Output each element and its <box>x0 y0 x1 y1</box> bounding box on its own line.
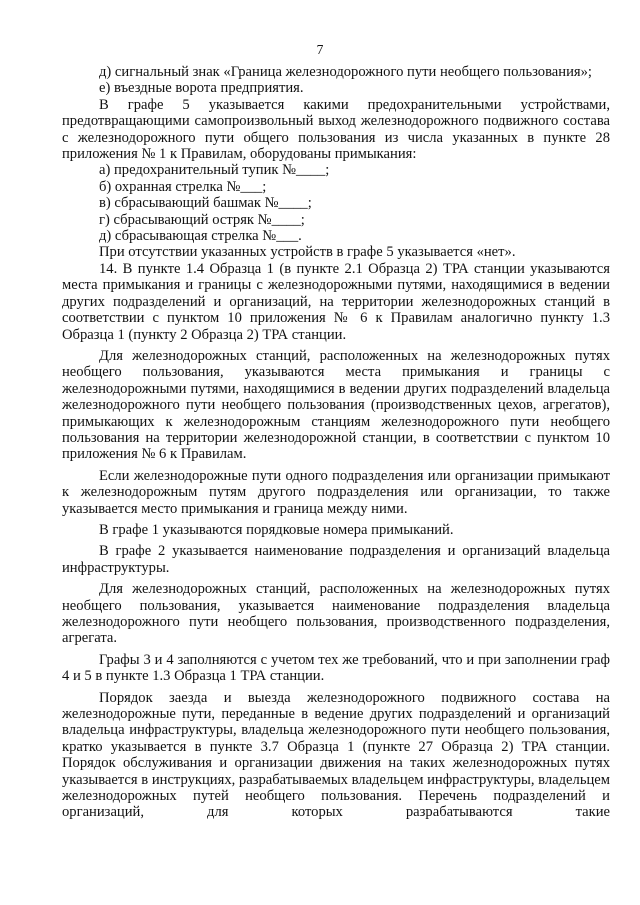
list-item-a-safety-deadend: а) предохранительный тупик №____; <box>99 162 330 179</box>
paragraph-column-2: В графе 2 указывается наименование подразделения и организаций владельца инфраструктуры. <box>62 543 610 576</box>
paragraph-column-5: В графе 5 указывается какими предохранительными устройствами, предотвращающими самопроизвольный выход железнодорожного подвижного состава с железнодорожного пути общего пользования из числа указанных в пункте 28 приложения № 1 к Правилам, оборудованы примыкания: <box>62 96 610 163</box>
paragraph-absence-note: При отсутствии указанных устройств в графе 5 указывается «нет». <box>99 244 516 261</box>
list-item-v-derail-shoe: в) сбрасывающий башмак №____; <box>99 195 312 212</box>
list-item-e-entry-gates: е) въездные ворота предприятия. <box>99 80 304 97</box>
page-number: 7 <box>316 42 324 57</box>
list-item-d-signal-sign: д) сигнальный знак «Граница железнодорожного пути необщего пользования»; <box>99 64 592 80</box>
list-item-d-derail-switch: д) сбрасывающая стрелка №___. <box>99 228 302 245</box>
paragraph-non-public-stations: Для железнодорожных станций, расположенных на железнодорожных путях необщего пользования, указываются места примыкания и границы с железнодорожными путями, находящимися в ведении других подразделений владельца железнодорожного пути необщего пользования (производственных цехов, агрегатов), примыкающих к железнодорожным станциям железнодорожного пути необщего пользования на территории железнодорожной станции, в соответствии с пунктом 10 приложения № 6 к Правилам. <box>62 347 610 463</box>
paragraph-non-public-naming: Для железнодорожных станций, расположенных на железнодорожных путях необщего пользования, указывается наименование подразделения владельца железнодорожного пути необщего пользования, производственного подразделения, агрегата. <box>62 581 610 647</box>
paragraph-item-14: 14. В пункте 1.4 Образца 1 (в пункте 2.1 Образца 2) ТРА станции указываются места примыкания и границы с железнодорожными путями, находящимися в ведении других подразделений и организаций, на территории железнодорожных станций в соответствии с пунктом 10 приложения № 6 к Правилам аналогично пункту 1.3 Образца 1 (пункту 2 Образца 2) ТРА станции. <box>62 260 610 343</box>
paragraph-entry-exit-order: Порядок заезда и выезда железнодорожного подвижного состава на железнодорожные пути, переданные в ведение других подразделений и организаций владельца инфраструктуры, владельца железнодорожного пути необщего пользования, кратко указывается в пункте 3.7 Образца 1 (пункте 27 Образца 2) ТРА станции. Порядок обслуживания и организации движения на таких железнодорожных путях указывается в инструкциях, разрабатываемых владельцем инфраструктуры, владельцем железнодорожных путей необщего пользования. Перечень подразделений и организаций, для которых разрабатываются такие <box>62 689 610 821</box>
paragraph-columns-3-4: Графы 3 и 4 заполняются с учетом тех же требований, что и при заполнении граф 4 и 5 в пункте 1.3 Образца 1 ТРА станции. <box>62 651 610 685</box>
list-item-b-guard-switch: б) охранная стрелка №___; <box>99 178 267 195</box>
document-body <box>62 64 610 821</box>
list-item-g-derail-point: г) сбрасывающий остряк №____; <box>99 211 305 228</box>
paragraph-adjoining-tracks: Если железнодорожные пути одного подразделения или организации примыкают к железнодорожным путям другого подразделения или организации, то также указывается место примыкания и граница между ними. <box>62 467 610 517</box>
paragraph-column-1: В графе 1 указываются порядковые номера примыканий. <box>99 521 454 538</box>
